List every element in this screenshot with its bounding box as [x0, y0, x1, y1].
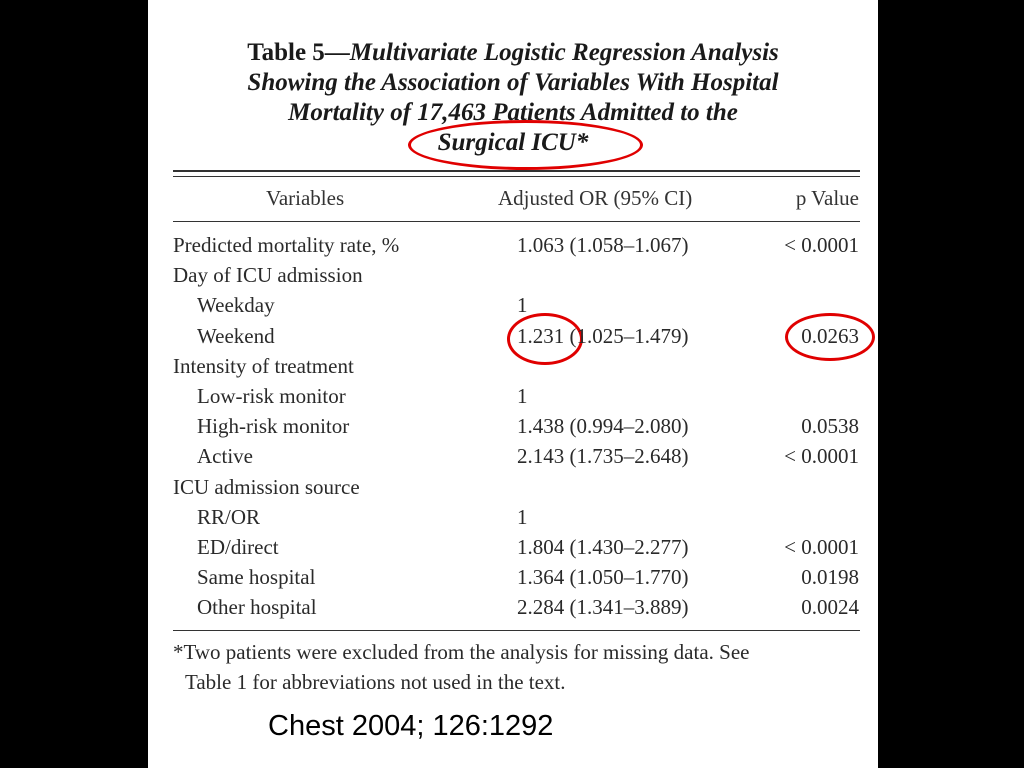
row-adjusted-or: 1.231 (1.025–1.479) — [517, 324, 689, 348]
table-title-line-1 — [148, 38, 878, 68]
row-p-value: 0.0263 — [801, 324, 859, 348]
row-p-value: 0.0538 — [801, 414, 859, 438]
header-rule — [173, 221, 860, 222]
row-adjusted-or: 2.284 (1.341–3.889) — [517, 595, 689, 619]
row-label: High-risk monitor — [197, 414, 350, 438]
footnote-line-2: Table 1 for abbreviations not used in the text. — [185, 670, 566, 694]
row-adjusted-or: 1 — [517, 505, 528, 529]
header-variables: Variables — [266, 186, 345, 210]
citation: Chest 2004; 126:1292 — [268, 710, 554, 742]
top-rule — [173, 170, 860, 172]
row-label: Day of ICU admission — [173, 263, 363, 287]
table-title-text: Showing the Association of Variables With Hospital — [247, 69, 779, 96]
row-label: Low-risk monitor — [197, 384, 346, 408]
row-p-value: 0.0198 — [801, 565, 859, 589]
row-label: RR/OR — [197, 505, 261, 529]
row-p-value: < 0.0001 — [784, 535, 859, 559]
slide-page — [148, 0, 878, 768]
row-label: Weekend — [197, 324, 275, 348]
row-p-value: < 0.0001 — [784, 233, 859, 257]
row-label: Intensity of treatment — [173, 354, 354, 378]
header-p-value: p Value — [795, 186, 859, 210]
row-adjusted-or: 2.143 (1.735–2.648) — [517, 444, 689, 468]
row-adjusted-or: 1 — [517, 384, 528, 408]
table-title-italic: Multivariate Logistic Regression Analysis — [349, 39, 779, 66]
row-adjusted-or: 1.438 (0.994–2.080) — [517, 414, 689, 438]
row-p-value: < 0.0001 — [784, 444, 859, 468]
row-adjusted-or: 1.364 (1.050–1.770) — [517, 565, 689, 589]
header-adjusted-or: Adjusted OR (95% CI) — [498, 186, 693, 210]
row-label: Other hospital — [197, 595, 317, 619]
bottom-rule — [173, 630, 860, 631]
table-number: Table 5— — [247, 39, 350, 66]
row-label: Predicted mortality rate, % — [173, 233, 400, 257]
table-title-text: Surgical ICU* — [437, 129, 589, 156]
top-rule-thin — [173, 176, 860, 177]
footnote-line-1: *Two patients were excluded from the analysis for missing data. See — [173, 640, 750, 664]
table-title-text: Mortality of 17,463 Patients Admitted to the — [288, 99, 738, 126]
row-p-value: 0.0024 — [801, 595, 859, 619]
row-adjusted-or: 1 — [517, 293, 528, 317]
table-title-line-3 — [148, 98, 878, 128]
row-label: Active — [197, 444, 253, 468]
row-label: ED/direct — [197, 535, 279, 559]
row-label: Weekday — [197, 293, 275, 317]
row-label: Same hospital — [197, 565, 316, 589]
table-title-line-2 — [148, 68, 878, 98]
row-adjusted-or: 1.063 (1.058–1.067) — [517, 233, 689, 257]
row-label: ICU admission source — [173, 475, 360, 499]
table-title-line-4 — [148, 128, 878, 158]
row-adjusted-or: 1.804 (1.430–2.277) — [517, 535, 689, 559]
